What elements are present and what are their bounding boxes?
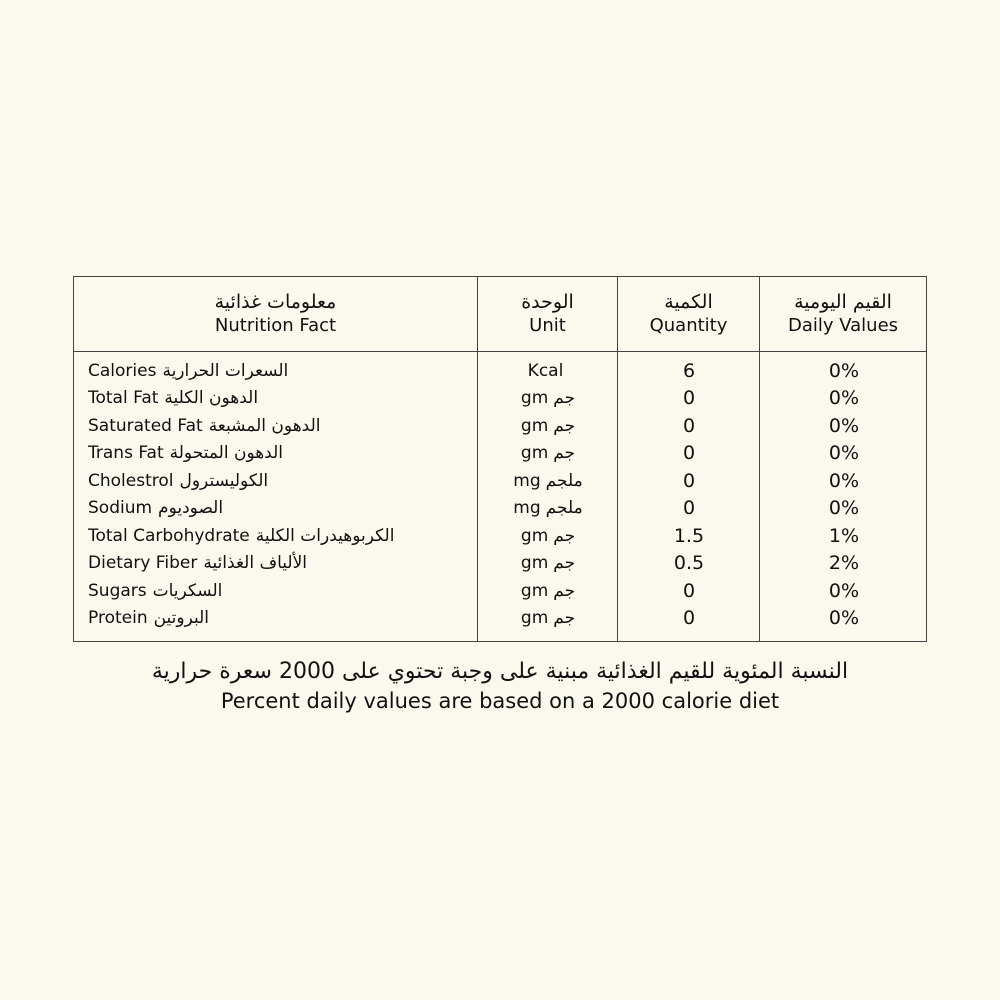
unit-en: gm [520,443,549,464]
nutrient-name-en: Trans Fat [88,443,164,464]
unit-cell [478,495,618,523]
unit-ar: جم [553,525,576,546]
unit-cell [478,577,618,605]
unit-ar: ملجم [545,498,583,519]
quantity-cell: 0.5 [673,552,705,575]
quantity-cell: 0 [682,414,696,437]
header-nutrition-fact [74,277,477,351]
daily-value-cell: 0% [828,607,860,630]
nutrient-name-ar: الدهون المتحولة [169,443,284,464]
unit-en: gm [520,608,549,629]
header-divider [74,351,926,352]
header-unit-en: Unit [529,315,566,336]
header-daily-values [760,277,926,351]
table-row [74,467,926,495]
quantity-cell: 0 [682,607,696,630]
daily-value-cell: 0% [828,387,860,410]
nutrient-name-ar: الدهون الكلية [164,388,259,409]
unit-cell [478,467,618,495]
daily-value-cell: 0% [828,579,860,602]
quantity-cell: 0 [682,497,696,520]
unit-cell [478,357,618,385]
nutrient-name-ar: الدهون المشبعة [208,415,321,436]
nutrient-name [88,467,478,495]
header-unit [478,277,617,351]
quantity-cell: 0 [682,469,696,492]
header-quantity-en: Quantity [649,315,728,336]
nutrient-name [88,385,478,413]
daily-value-cell: 0% [828,414,860,437]
unit-en: gm [520,525,549,546]
nutrient-name-ar: السكريات [152,580,223,601]
table-row [74,385,926,413]
header-quantity [618,277,759,351]
header-unit-ar: الوحدة [521,291,574,313]
table-row [74,440,926,468]
unit-en: mg [513,470,541,491]
nutrient-name [88,412,478,440]
unit-ar: جم [553,608,576,629]
nutrient-name-en: Cholestrol [88,470,174,491]
unit-ar: جم [553,580,576,601]
unit-cell [478,412,618,440]
header-quantity-ar: الكمية [664,291,713,313]
nutrient-name [88,522,478,550]
quantity-cell: 0 [682,387,696,410]
nutrient-name-en: Sugars [88,580,147,601]
nutrition-facts-table [73,276,927,642]
unit-cell [478,385,618,413]
quantity-cell: 6 [682,359,696,382]
header-daily-values-en: Daily Values [787,315,899,336]
unit-cell [478,522,618,550]
daily-value-cell: 0% [828,442,860,465]
nutrient-name-en: Total Carbohydrate [88,525,250,546]
daily-value-cell: 2% [828,552,860,575]
unit-en: gm [520,580,549,601]
header-nutrition-fact-ar: معلومات غذائية [214,291,337,313]
quantity-cell: 0 [682,579,696,602]
daily-value-cell: 1% [828,524,860,547]
nutrient-name-ar: الكربوهيدرات الكلية [255,525,395,546]
table-row [74,357,926,385]
nutrient-name-en: Total Fat [88,388,159,409]
unit-cell [478,440,618,468]
nutrient-name-ar: الألياف الغذائية [203,553,307,574]
unit-en: gm [520,553,549,574]
nutrient-name [88,550,478,578]
daily-value-cell: 0% [828,469,860,492]
table-row [74,412,926,440]
table-row [74,495,926,523]
unit-ar: جم [553,388,576,409]
nutrient-name-en: Sodium [88,498,153,519]
nutrient-name [88,605,478,633]
unit-en: mg [513,498,541,519]
nutrient-name [88,357,478,385]
unit-en: gm [520,388,549,409]
daily-value-cell: 0% [828,359,860,382]
nutrient-name-en: Protein [88,608,148,629]
unit-cell [478,550,618,578]
table-row [74,550,926,578]
header-daily-values-ar: القيم اليومية [794,291,892,313]
nutrient-name-ar: السعرات الحرارية [162,360,289,381]
unit-ar: ملجم [545,470,583,491]
table-row [74,522,926,550]
nutrient-name [88,577,478,605]
nutrient-name-ar: البروتين [153,608,210,629]
nutrient-name-ar: الكوليسترول [179,470,269,491]
nutrient-name-ar: الصوديوم [158,498,224,519]
footnote-english: Percent daily values are based on a 2000 calorie diet [220,689,780,713]
unit-ar: جم [553,553,576,574]
table-row [74,577,926,605]
quantity-cell: 0 [682,442,696,465]
nutrient-name-en: Calories [88,360,157,381]
footnote-arabic: النسبة المئوية للقيم الغذائية مبنية على وجبة تحتوي على 2000 سعرة حرارية [151,659,849,684]
table-row [74,605,926,633]
unit-en: gm [520,415,549,436]
unit-cell [478,605,618,633]
quantity-cell: 1.5 [673,524,705,547]
nutrient-name [88,440,478,468]
unit-en: Kcal [527,360,564,381]
nutrient-name-en: Dietary Fiber [88,553,198,574]
daily-value-cell: 0% [828,497,860,520]
nutrient-name [88,495,478,523]
header-nutrition-fact-en: Nutrition Fact [214,315,337,336]
table-body [74,357,926,632]
unit-ar: جم [553,443,576,464]
unit-ar: جم [553,415,576,436]
nutrient-name-en: Saturated Fat [88,415,203,436]
